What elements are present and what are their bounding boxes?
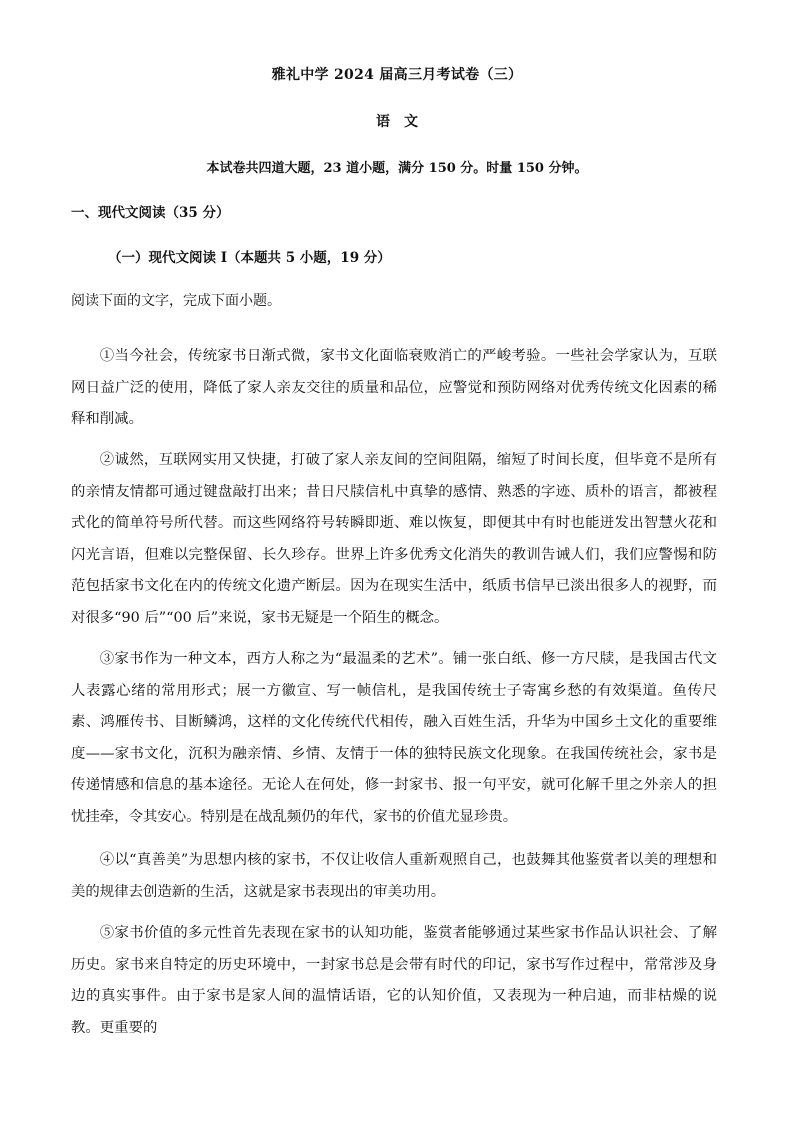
paragraph-1: ①当今社会，传统家书日渐式微，家书文化面临衰败消亡的严峻考验。一些社会学家认为，互联网日益广泛的使用，降低了家人亲友交往的质量和品位，应警觉和预防网络对优秀传统文化因素的稀释和削减。 [71,348,717,428]
subsection-heading: （一）现代文阅读 I（本题共 5 小题，19 分） [108,250,391,266]
section-heading: 一、现代文阅读（35 分） [71,205,230,221]
paragraph-4: ④以“真善美”为思想内核的家书，不仅让收信人重新观照自己，也鼓舞其他鉴赏者以美的理想和美的规律去创造新的生活，这就是家书表现出的审美功用。 [71,852,717,900]
exam-intro: 本试卷共四道大题，23 道小题，满分 150 分。时量 150 分钟。 [206,161,588,176]
subject-title: 语文 [376,114,432,130]
paragraph-2: ②诚然，互联网实用又快捷，打破了家人亲友间的空间阻隔，缩短了时间长度，但毕竟不是所有的亲情友情都可通过键盘敲打出来；昔日尺牍信札中真挚的感情、熟悉的字迹、质朴的语言，都被程式化的简单符号所代替。而这些网络符号转瞬即逝、难以恢复，即便其中有时也能迸发出智慧火花和闪光言语，但难以完整保留、长久珍存。世界上许多优秀文化消失的教训告诫人们，我们应警惕和防范包括家书文化在内的传统文化遗产断层。因为在现实生活中，纸质书信早已淡出很多人的视野，而对很多“90 后”“00 后”来说，家书无疑是一个陌生的概念。 [71,452,717,626]
reading-instruction: 阅读下面的文字，完成下面小题。 [71,293,281,309]
paragraph-5: ⑤家书价值的多元性首先表现在家书的认知功能，鉴赏者能够通过某些家书作品认识社会、了解历史。家书来自特定的历史环境中，一封家书总是会带有时代的印记，家书写作过程中，常常涉及身边的真实事件。由于家书是家人间的温情话语，它的认知价值，又表现为一种启迪，而非枯燥的说教。更重要的 [71,925,717,1036]
paragraph-3: ③家书作为一种文本，西方人称之为“最温柔的艺术”。铺一张白纸、修一方尺牍，是我国古代文人表露心绪的常用形式；展一方徽宣、写一帧信札，是我国传统士子寄寓乡愁的有效渠道。鱼传尺素、鸿雁传书、目断鳞鸿，这样的文化传统代代相传，融入百姓生活，升华为中国乡土文化的重要维度——家书文化，沉积为融亲情、乡情、友情于一体的独特民族文化现象。在我国传统社会，家书是传递情感和信息的基本途径。无论人在何处，修一封家书、报一句平安，就可化解千里之外亲人的担忧挂牵，令其安心。特别是在战乱频仍的年代，家书的价值尤显珍贵。 [71,651,717,825]
exam-title: 雅礼中学 2024 届高三月考试卷（三） [271,67,523,83]
